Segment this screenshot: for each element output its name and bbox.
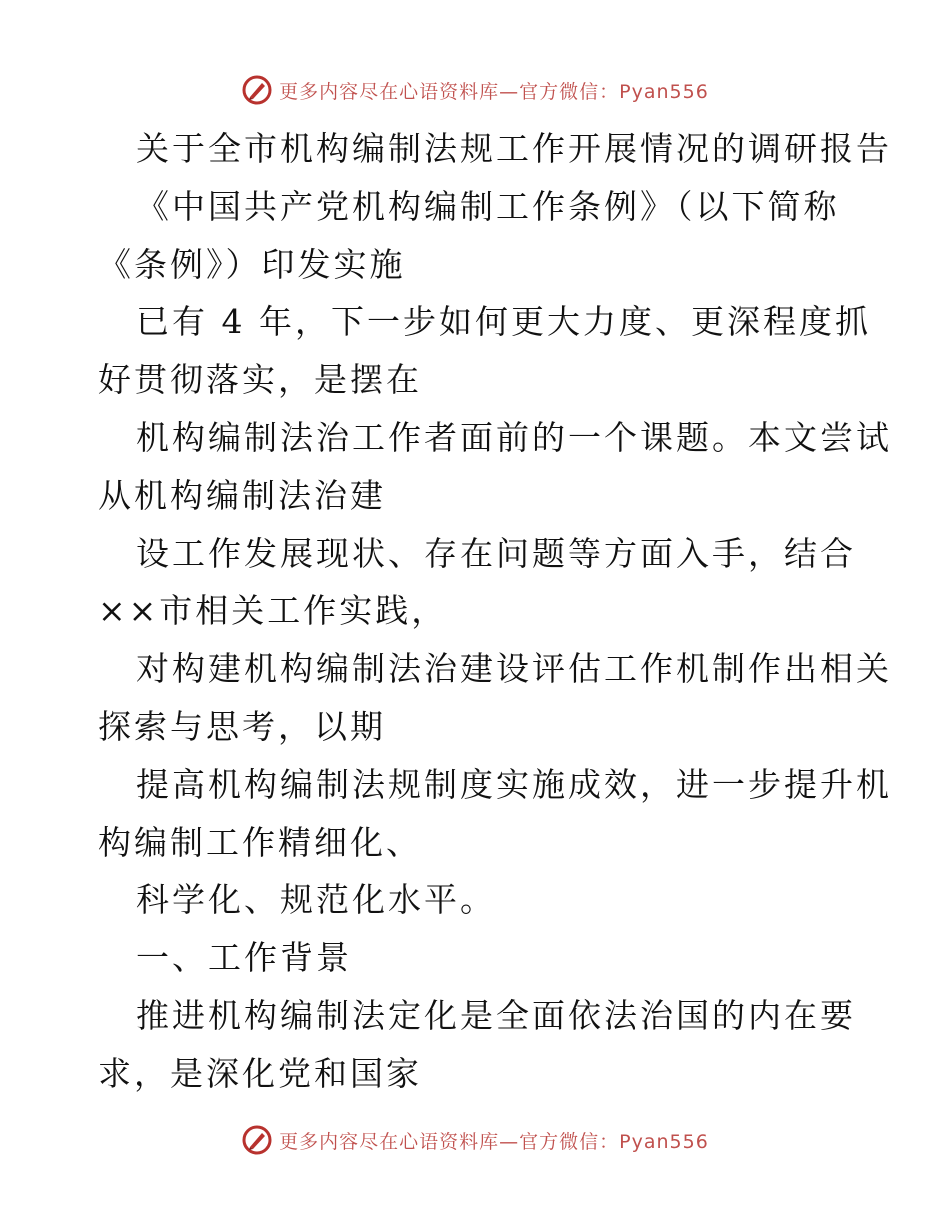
doc-line: 提高机构编制法规制度实施成效，进一步提升机 <box>136 764 892 804</box>
doc-line: 探索与思考，以期 <box>98 706 386 746</box>
doc-line: 《中国共产党机构编制工作条例》（以下简称 <box>136 186 840 226</box>
doc-line: 对构建机构编制法治建设评估工作机制作出相关 <box>136 649 892 689</box>
header-banner <box>0 70 950 110</box>
doc-line: 已有 4 年，下一步如何更大力度、更深程度抓 <box>136 302 871 342</box>
doc-line: 推进机构编制法定化是全面依法治国的内在要 <box>136 995 856 1035</box>
section-heading: 一、工作背景 <box>136 938 352 978</box>
footer-banner <box>0 1120 950 1160</box>
doc-line: 从机构编制法治建 <box>98 475 386 515</box>
doc-line: 《条例》）印发实施 <box>98 244 406 284</box>
pen-seal-logo-icon <box>241 1124 273 1156</box>
header-banner-text: 更多内容尽在心语资料库—官方微信：Pyan556 <box>279 80 709 103</box>
doc-line: 设工作发展现状、存在问题等方面入手，结合 <box>136 533 856 573</box>
footer-banner-text: 更多内容尽在心语资料库—官方微信：Pyan556 <box>279 1130 709 1153</box>
doc-line: 求，是深化党和国家 <box>98 1053 422 1093</box>
doc-line: ××市相关工作实践， <box>98 591 448 631</box>
doc-line: 科学化、规范化水平。 <box>136 880 496 920</box>
doc-line: 好贯彻落实，是摆在 <box>98 360 422 400</box>
pen-seal-logo-icon <box>241 74 273 106</box>
document-body <box>98 120 892 1103</box>
doc-line: 机构编制法治工作者面前的一个课题。本文尝试 <box>136 417 892 457</box>
doc-line-title: 关于全市机构编制法规工作开展情况的调研报告 <box>136 129 892 168</box>
doc-line: 构编制工作精细化、 <box>98 822 422 862</box>
